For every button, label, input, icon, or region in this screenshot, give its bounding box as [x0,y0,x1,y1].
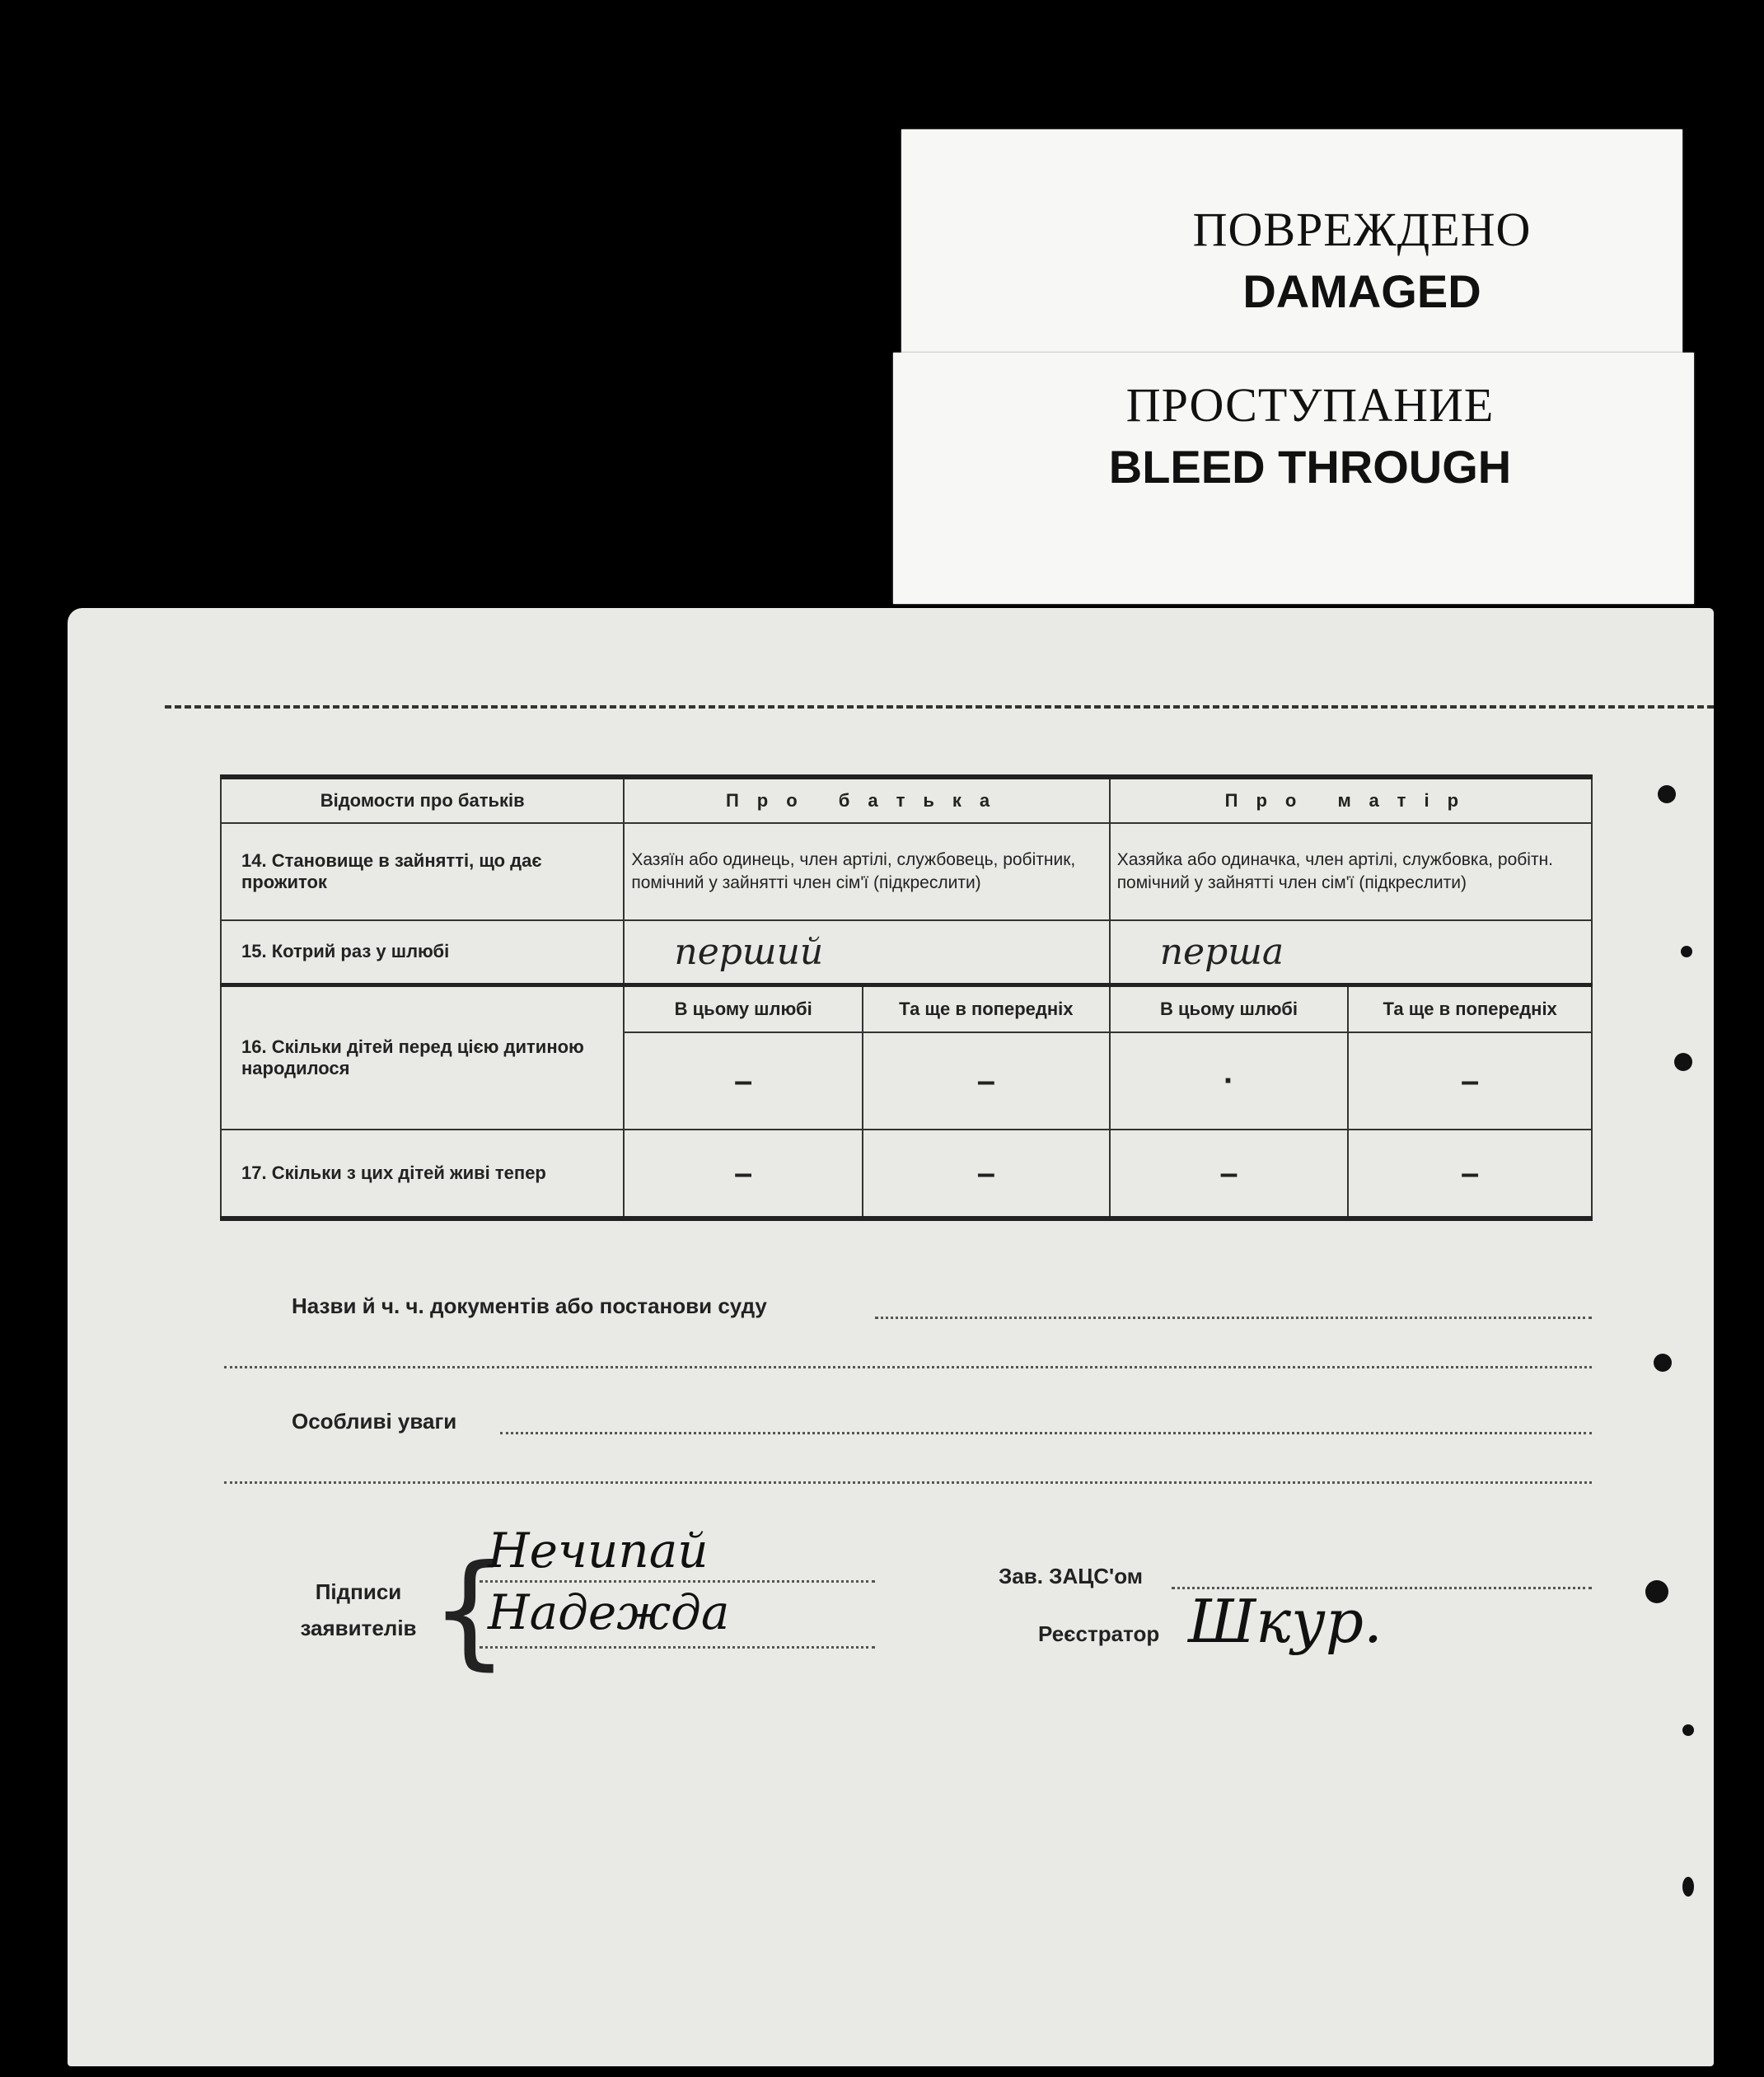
damaged-label-en: DAMAGED [1242,265,1481,317]
notes-field-label: Особливі уваги [292,1409,457,1434]
registry-form-page [68,608,1714,2066]
binding-hole [1645,1580,1668,1603]
row16-label: 16. Скільки дітей перед цією дитиною народилося [221,985,624,1130]
sub-mother-previous: Та ще в попередніх [1348,985,1592,1032]
bleed-label-en: BLEED THROUGH [1108,441,1512,493]
signature-2-line [480,1646,875,1649]
row15-mother-value: перша [1110,920,1592,985]
row16-value: – [1348,1032,1592,1130]
binding-hole [1654,1354,1672,1372]
parents-info-table [220,774,1593,1221]
head-label: Зав. ЗАЦС'ом [999,1564,1143,1588]
binding-hole [1674,1053,1692,1071]
registrar-label: Реєстратор [1038,1621,1160,1646]
damaged-notice-slip [901,129,1682,372]
bleed-through-notice-slip [893,353,1694,604]
sub-mother-this-marriage: В цьому шлюбі [1110,985,1349,1032]
row14-mother-options: Хазяйка або одиначка, член артілі, службовка, робітн. помічний у зайнятті член сім'ї (підкреслити) [1110,823,1592,920]
row16-value: – [624,1032,863,1130]
binding-hole [1682,1877,1694,1897]
signatures-label: Підписи заявителів [300,1579,417,1640]
row15-father-value: перший [624,920,1109,985]
header-parents: Відомости про батьків [221,777,624,823]
row14-father-options: Хазяїн або одинець, член артілі, службовець, робітник, помічний у зайнятті член сім'ї (підкреслити) [624,823,1109,920]
signature-1-line [480,1580,875,1583]
sub-father-previous: Та ще в попередніх [863,985,1110,1032]
binding-hole [1682,1724,1694,1736]
signature-1: Нечипай [488,1523,709,1579]
binding-hole [1658,785,1676,803]
row15-label: 15. Котрий раз у шлюбі [221,920,624,985]
header-father: Про батька [624,777,1109,823]
row17-value: – [1348,1130,1592,1219]
row16-value: · [1110,1032,1349,1130]
sub-father-this-marriage: В цьому шлюбі [624,985,863,1032]
signatures-brace: { [430,1539,509,1682]
row17-value: – [1110,1130,1349,1219]
row14-label: 14. Становище в зайнятті, що дає прожиток [221,823,624,920]
row17-value: – [863,1130,1110,1219]
registrar-signature: Шкур. [1188,1587,1383,1656]
damaged-label-ru: ПОВРЕЖДЕНО [1192,203,1532,256]
signature-2: Надежда [488,1584,730,1640]
row17-label: 17. Скільки з цих дітей живі тепер [221,1130,624,1219]
notes-line [500,1432,1592,1434]
header-mother: Про матір [1110,777,1592,823]
bleed-label-ru: ПРОСТУПАНИЕ [1125,378,1495,432]
binding-hole [1681,946,1692,957]
documents-field-label: Назви й ч. ч. документів або постанови суду [292,1293,767,1318]
documents-line [875,1317,1592,1319]
row16-value: – [863,1032,1110,1130]
notes-line-2 [224,1481,1592,1484]
documents-line-2 [224,1366,1592,1368]
perforation-line [165,705,1714,709]
row17-value: – [624,1130,863,1219]
